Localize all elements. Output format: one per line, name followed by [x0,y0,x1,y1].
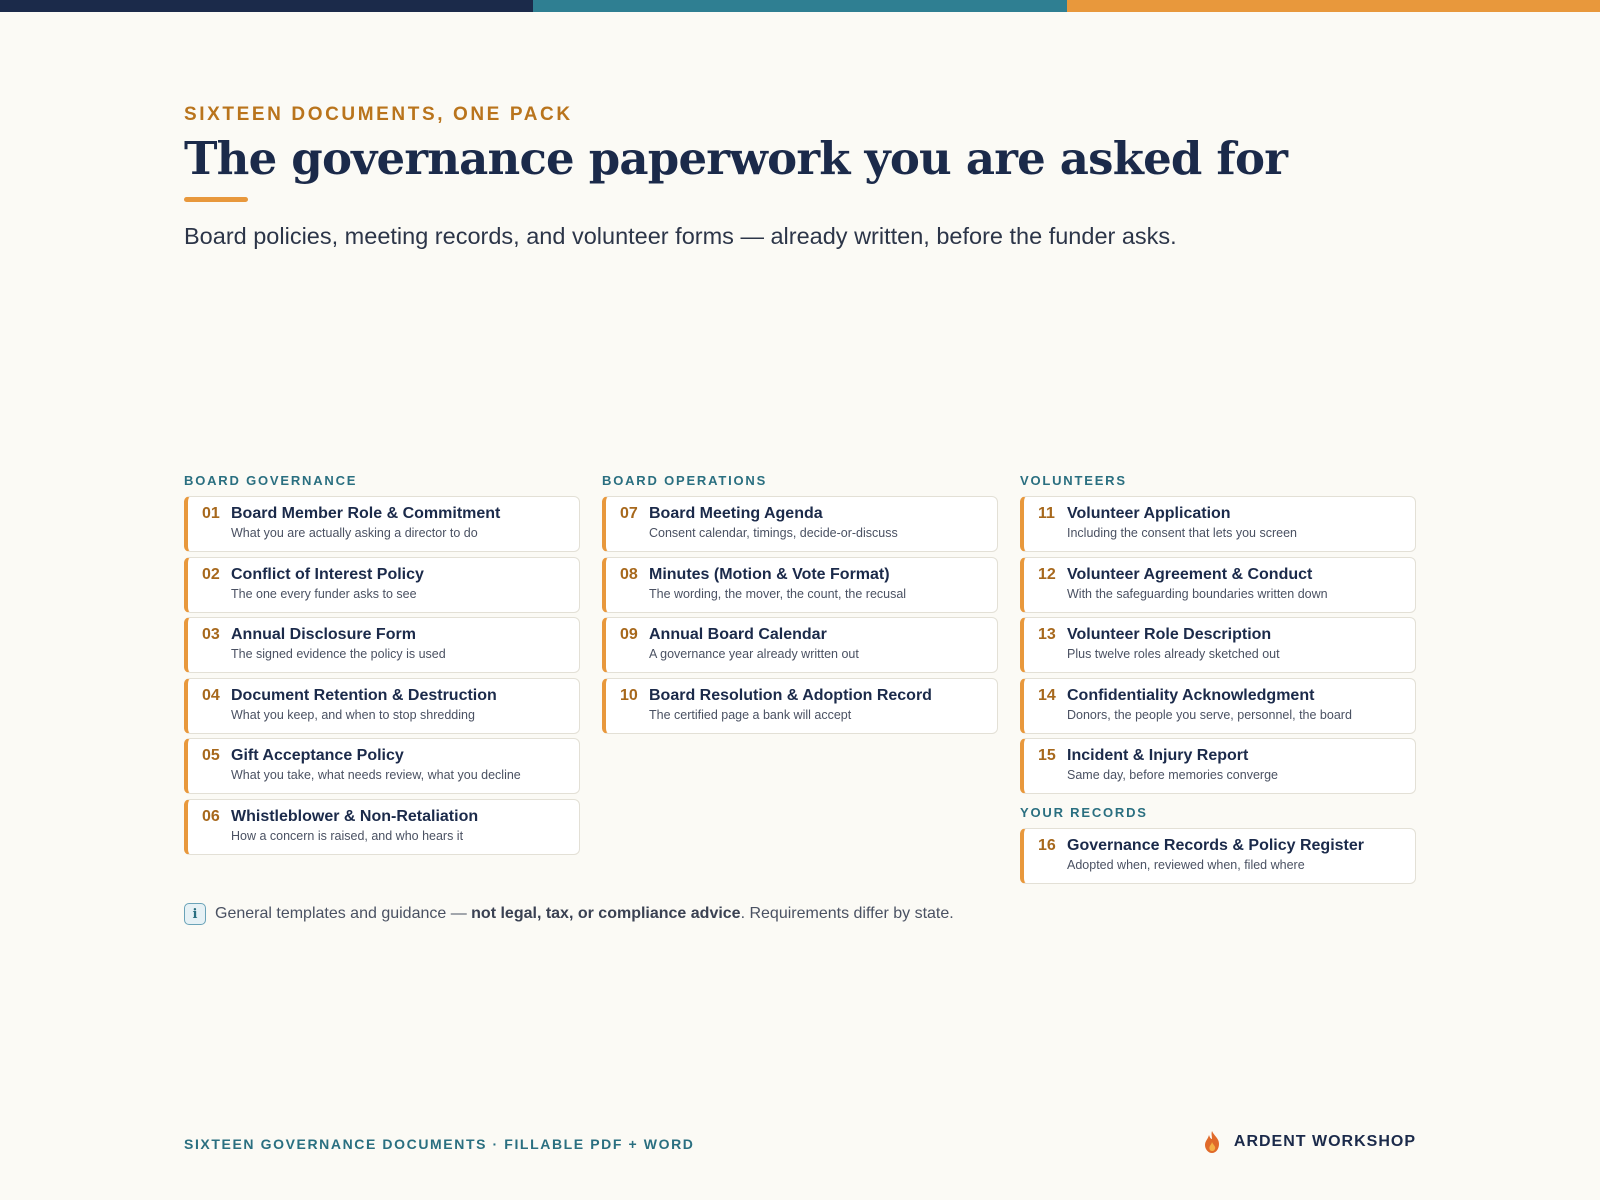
top-color-bar [0,0,1600,12]
document-description: What you are actually asking a director to do [231,526,478,540]
document-description: A governance year already written out [649,647,859,661]
document-number: 16 [1038,837,1056,854]
document-card-08 [602,557,998,613]
document-card-03 [184,617,580,673]
card-header [202,808,567,826]
card-header [1038,566,1403,584]
card-header [620,505,985,523]
flame-icon [1202,1130,1222,1154]
footer-brand [1202,1130,1416,1154]
document-title: Board Member Role & Commitment [231,505,501,522]
document-title: Governance Records & Policy Register [1067,837,1364,854]
document-number: 03 [202,626,220,643]
brand-name: ARDENT WORKSHOP [1233,1133,1416,1150]
document-description: What you keep, and when to stop shredding [231,707,475,722]
document-description: Consent calendar, timings, decide-or-discuss [649,526,898,540]
document-number: 13 [1038,626,1056,643]
document-title: Volunteer Role Description [1067,626,1272,643]
card-header [620,566,985,584]
document-title: Volunteer Agreement & Conduct [1067,565,1313,583]
document-description: With the safeguarding boundaries written down [1067,586,1328,601]
card-header [1038,505,1403,523]
column-volunteers [1020,472,1416,889]
document-title: Document Retention & Destruction [231,686,497,704]
document-title: Confidentiality Acknowledgment [1067,686,1315,704]
card-header [202,505,567,523]
document-number: 15 [1038,747,1056,764]
disclaimer-text-before: General templates and guidance — [215,905,472,922]
document-description: The one every funder asks to see [231,586,417,601]
section-heading-board-operations: BOARD OPERATIONS [602,473,768,488]
document-title: Board Resolution & Adoption Record [649,686,932,704]
disclaimer [184,903,1184,925]
info-icon: i [184,903,206,925]
document-number: 02 [202,565,220,583]
card-header [202,626,567,644]
document-title: Conflict of Interest Policy [231,565,424,583]
eyebrow: SIXTEEN DOCUMENTS, ONE PACK [184,104,573,125]
document-card-13 [1020,617,1416,673]
card-header [620,687,985,705]
card-header [202,747,567,765]
column-board-operations [602,472,998,738]
document-number: 01 [202,505,220,522]
disclaimer-text-after: . Requirements differ by state. [740,905,954,922]
card-list [1020,828,1416,884]
document-number: 07 [620,505,638,522]
card-list [184,496,580,855]
document-number: 11 [1038,505,1055,522]
document-number: 09 [620,626,638,643]
document-description: Same day, before memories converge [1067,768,1278,782]
document-number: 05 [202,747,220,764]
document-number: 06 [202,807,220,825]
document-title: Board Meeting Agenda [649,505,823,522]
top-bar-navy-segment [0,0,533,12]
document-description: The signed evidence the policy is used [231,647,446,661]
document-description: What you take, what needs review, what you decline [231,768,521,782]
document-number: 12 [1038,565,1056,583]
document-description: The wording, the mover, the count, the recusal [649,586,907,601]
page-title: The governance paperwork you are asked for [184,132,1288,185]
document-description: The certified page a bank will accept [649,707,852,722]
document-description: Adopted when, reviewed when, filed where [1067,858,1305,872]
card-list [602,496,998,734]
document-card-14 [1020,678,1416,734]
document-description: Donors, the people you serve, personnel, the board [1067,707,1352,722]
card-list [1020,496,1416,794]
top-bar-orange-segment [1067,0,1600,12]
document-card-15 [1020,738,1416,794]
document-card-02 [184,557,580,613]
document-title: Annual Board Calendar [649,626,827,643]
document-card-06 [184,799,580,855]
document-number: 14 [1038,686,1056,704]
document-card-04 [184,678,580,734]
document-card-10 [602,678,998,734]
page-subtitle: Board policies, meeting records, and volunteer forms — already written, before the funder asks. [184,223,1177,249]
section-heading-board-governance: BOARD GOVERNANCE [184,473,358,488]
document-number: 10 [620,686,638,704]
document-card-12 [1020,557,1416,613]
document-card-16 [1020,828,1416,884]
document-card-11 [1020,496,1416,552]
document-card-07 [602,496,998,552]
document-title: Gift Acceptance Policy [231,747,404,764]
top-bar-teal-segment [533,0,1066,12]
card-header [1038,626,1403,644]
card-header [202,566,567,584]
column-board-governance [184,472,580,859]
card-header [1038,747,1403,765]
title-underline [184,197,248,202]
document-description: Plus twelve roles already sketched out [1067,647,1280,661]
disclaimer-text [215,905,954,923]
document-description: How a concern is raised, and who hears it [231,828,464,843]
section-heading-your-records: YOUR RECORDS [1020,805,1148,820]
card-header [620,626,985,644]
document-title: Annual Disclosure Form [231,626,416,643]
card-header [1038,837,1403,855]
document-title: Volunteer Application [1067,505,1231,522]
section-heading-volunteers: VOLUNTEERS [1020,473,1127,488]
document-title: Minutes (Motion & Vote Format) [649,565,890,583]
document-card-01 [184,496,580,552]
card-header [1038,687,1403,705]
document-number: 08 [620,565,638,583]
document-number: 04 [202,686,220,704]
document-card-09 [602,617,998,673]
footer-product-line: SIXTEEN GOVERNANCE DOCUMENTS · FILLABLE PDF + WORD [184,1136,695,1152]
disclaimer-text-bold: not legal, tax, or compliance advice [471,905,741,922]
document-title: Incident & Injury Report [1067,747,1249,764]
document-description: Including the consent that lets you screen [1067,526,1298,540]
document-card-05 [184,738,580,794]
card-header [202,687,567,705]
document-title: Whistleblower & Non-Retaliation [231,807,479,825]
